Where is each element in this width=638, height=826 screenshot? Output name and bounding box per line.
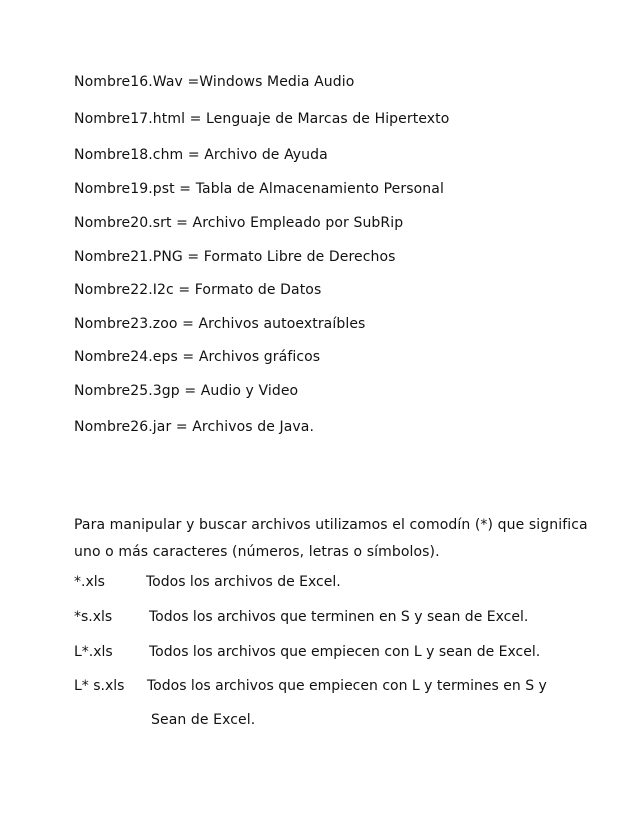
file-extension-line: Nombre19.pst = Tabla de Almacenamiento Personal (74, 181, 444, 197)
file-extension-line: Nombre26.jar = Archivos de Java. (74, 419, 314, 435)
file-extension-line: Nombre17.html = Lenguaje de Marcas de Hipertexto (74, 111, 450, 127)
file-extension-line: Nombre22.I2c = Formato de Datos (74, 282, 322, 298)
wildcard-description: Todos los archivos de Excel. (146, 574, 341, 590)
file-extension-line: Nombre20.srt = Archivo Empleado por SubRip (74, 215, 404, 231)
wildcard-intro-line-2: uno o más caracteres (números, letras o símbolos). (74, 544, 440, 560)
file-extension-line: Nombre24.eps = Archivos gráficos (74, 349, 321, 365)
file-extension-line: Nombre23.zoo = Archivos autoextraíbles (74, 316, 366, 332)
file-extension-line: Nombre21.PNG = Formato Libre de Derechos (74, 249, 396, 265)
wildcard-description: Todos los archivos que empiecen con L y termines en S y (147, 678, 547, 694)
wildcard-intro-line-1: Para manipular y buscar archivos utilizamos el comodín (*) que significa (74, 517, 588, 533)
file-extension-line: Nombre18.chm = Archivo de Ayuda (74, 147, 328, 163)
file-extension-line: Nombre25.3gp = Audio y Video (74, 383, 299, 399)
wildcard-description: Todos los archivos que empiecen con L y sean de Excel. (149, 644, 541, 660)
file-extension-line: Nombre16.Wav =Windows Media Audio (74, 74, 355, 90)
wildcard-pattern: L* s.xls (74, 678, 125, 694)
wildcard-pattern: *s.xls (74, 609, 113, 625)
wildcard-description: Todos los archivos que terminen en S y sean de Excel. (149, 609, 529, 625)
wildcard-pattern: L*.xls (74, 644, 113, 660)
wildcard-continuation: Sean de Excel. (151, 712, 256, 728)
wildcard-pattern: *.xls (74, 574, 105, 590)
